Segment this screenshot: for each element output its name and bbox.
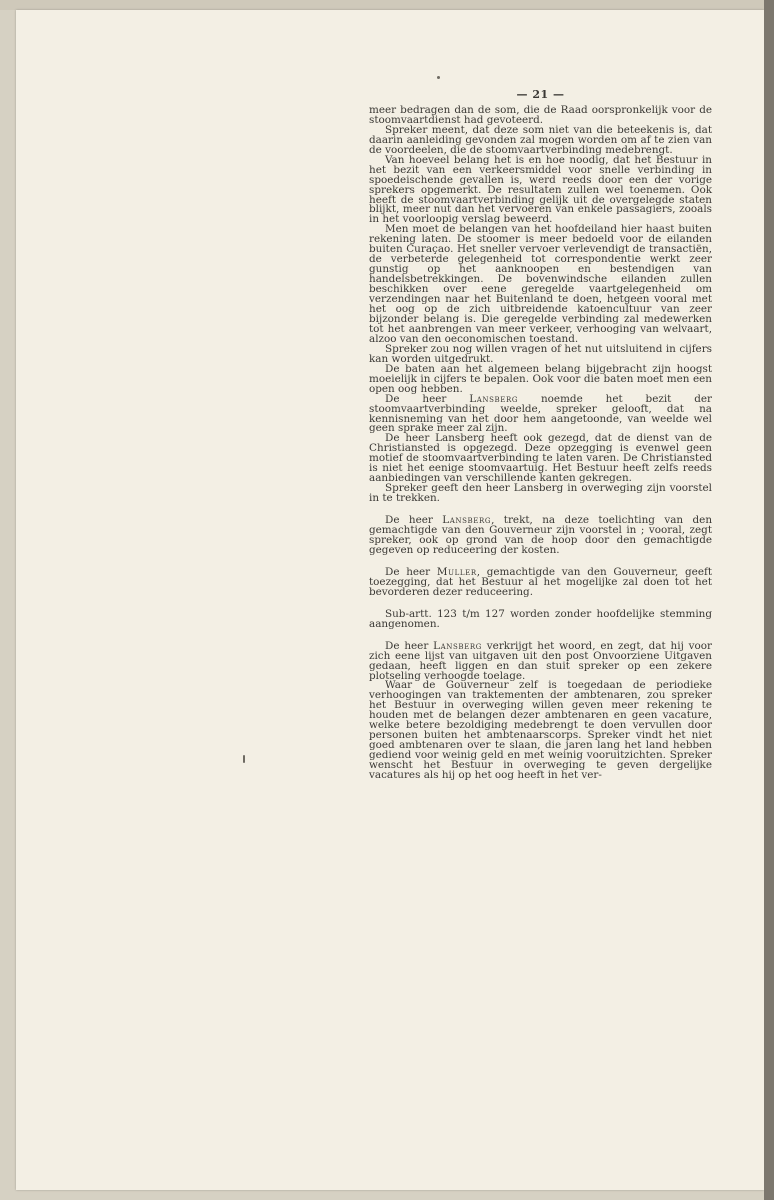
scan-top-edge (0, 0, 774, 10)
paragraph-p10 (369, 516, 712, 556)
text-run: De heer (385, 392, 470, 405)
text-run: Spreker zou nog willen vragen of het nut uitsluitend in cijfers kan worden uitgedrukt. (369, 342, 712, 365)
text-run: verkrijgt het woord, en zegt, dat hij voor zich eene lijst van uitgaven uit den post Onvoorziene Uitgaven gedaan, heeft liggen en dan stuit spreker op een zekere plotseling verhoogde toelage. (369, 639, 712, 682)
paragraph-p2 (369, 123, 712, 156)
text-column (369, 90, 712, 781)
speaker-name: Lansberg (442, 514, 492, 527)
text-run: , gemachtigde van den Gouverneur, geeft toezegging, dat het Bestuur al het mogelijke zal doen tot het bevorderen dezer reduceering. (369, 565, 712, 598)
text-run: , trekt, na deze toelichting van den gemachtigde van den Gouverneur zijn voorstel in ; vooral, zegt spreker, ook op grond van de hoop door den gemachtigde gegeven op reduceering der kosten. (369, 514, 713, 556)
speaker-name: Lansberg (469, 392, 519, 405)
paragraph-p8 (369, 434, 712, 484)
speaker-name: Muller (436, 565, 477, 578)
text-run: De heer (385, 565, 437, 578)
text-run: noemde het bezit der stoomvaartverbinding weelde, spreker gelooft, dat na kennisneming van het door hem aangetoonde, van weelde wel geen sprake meer zal zijn. (369, 392, 712, 435)
text-run: Sub-artt. 123 t/m 127 worden zonder hoofdelijke stemming aangenomen. (369, 607, 712, 630)
text-run: Spreker geeft den heer Lansberg in overweging zijn voorstel in te trekken. (369, 482, 712, 505)
paragraph-p7 (369, 392, 712, 435)
paragraph-p4 (369, 225, 712, 344)
paragraph-p14 (369, 681, 712, 781)
paragraph-p5 (369, 342, 712, 365)
page-number: — 21 — (516, 88, 565, 101)
paragraph-p12 (369, 607, 712, 630)
ink-speck (243, 755, 245, 763)
text-run: Waar de Gouverneur zelf is toegedaan de periodieke verhoogingen van traktementen der ambtenaren, zou spreker het Bestuur in overweging willen geven meer rekening te houden met de belangen dezer ambtenaren en geen vacature, welke betere bezoldiging medebrengt te doen vervullen door personen buiten het ambtenaarscorps. Spreker vindt het niet goed ambtenaren over te slaan, die jaren lang het land hebben gediend voor weinig geld en met weinig vooruitzichten. Spreker wenscht het Bestuur in overweging te geven dergelijke vacatures als hij op het oog heeft in het ver- (369, 679, 712, 782)
text-run: De heer (385, 639, 434, 652)
paragraph-p1 (369, 103, 712, 126)
text-run: De heer (385, 514, 443, 527)
speaker-name: Lansberg (433, 639, 482, 652)
paragraph-p9 (369, 484, 712, 504)
text-run: Van hoeveel belang het is en hoe noodig, dat het Bestuur in het bezit van een verkeersmiddel voor snelle verbinding in spoedeischende gevallen is, werd reeds door een der vorige sprekers opgemerkt. De resultaten zullen wel toenemen. Ook heeft de stoomvaartverbinding gelijk uit de overgelegde staten blijkt, meer nut dan het vervoeren van enkele passagiers, zooals in het voorloopig verslag beweerd. (369, 153, 712, 226)
paragraph-p6 (369, 362, 712, 395)
text-run: Men moet de belangen van het hoofdeiland hier haast buiten rekening laten. De stoomer is meer bedoeld voor de eilanden buiten Curaçao. Het sneller vervoer verlevendigt de transactiën, de verbeterde gelegenheid tot correspondentie werkt zeer gunstig op het aanknoopen en bestendigen van handelsbetrekkingen. De bovenwindsche eilanden zullen beschikken over eene geregelde vaartgelegenheid om verzendingen naar het Buitenland te doen, hetgeen vooral met het oog op de zich uitbreidende katoencultuur van zeer bijzonder belang is. Die geregelde verbinding zal medewerken tot het aanbrengen van meer verkeer, verhooging van welvaart, alzoo van den oeconomischen toestand. (369, 223, 712, 345)
text-run: De heer Lansberg heeft ook gezegd, dat de dienst van de Christiansted is opgezegd. Deze opzegging is evenwel geen motief de stoomvaartverbinding te laten varen. De Christiansted is niet het eenige stoomvaartuig. Het Bestuur heeft zelfs reeds aanbiedingen van verschillende kanten gekregen. (369, 432, 712, 485)
text-run: De baten aan het algemeen belang bijgebracht zijn hoogst moeielijk in cijfers te bepalen. Ook voor die baten moet men een open oog hebben. (369, 362, 712, 395)
paragraph-list (369, 103, 713, 782)
text-run: Spreker meent, dat deze som niet van die beteekenis is, dat daarin aanleiding gevonden zal mogen worden om af te zien van de voordeelen, die de stoomvaartverbinding medebrengt. (369, 123, 712, 156)
scan-right-edge (764, 0, 774, 1200)
text-run: meer bedragen dan de som, die de Raad oorspronkelijk voor de stoomvaartdienst had gevoteerd. (369, 103, 712, 126)
ink-speck (437, 76, 440, 79)
paragraph-p13 (369, 639, 712, 682)
paragraph-p11 (369, 565, 712, 598)
paragraph-p3 (369, 153, 712, 226)
